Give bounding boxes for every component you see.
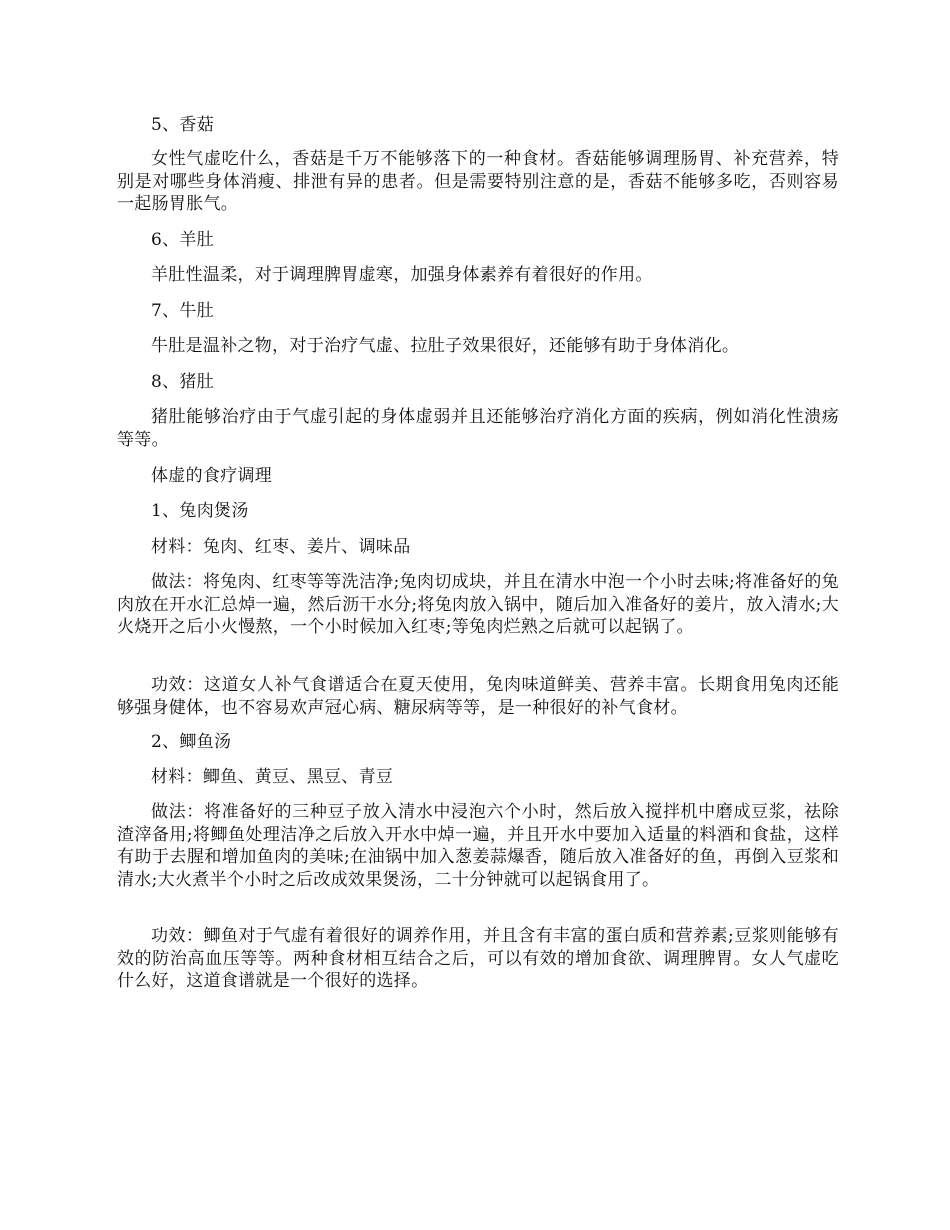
paragraph-jiyu-effect: 功效：鲫鱼对于气虚有着很好的调养作用，并且含有丰富的蛋白质和营养素;豆浆则能够有效的防治高血压等等。两种食材相互结合之后，可以有效的增加食欲、调理脾胃。女人气虚吃什么好，这道食谱就是一个很好的选择。: [117, 926, 839, 991]
heading-xianggu: 5、香菇: [151, 115, 215, 135]
heading-yangdu: 6、羊肚: [151, 230, 215, 250]
heading-turou: 1、兔肉煲汤: [151, 501, 249, 521]
paragraph-turou-effect: 功效：这道女人补气食谱适合在夏天使用，兔肉味道鲜美、营养丰富。长期食用兔肉还能够强身健体，也不容易欢声冠心病、糖尿病等等，是一种很好的补气食材。: [117, 675, 839, 718]
section-heading-tixu: 体虚的食疗调理: [151, 466, 273, 486]
paragraph-zhudu: 猪肚能够治疗由于气虚引起的身体虚弱并且还能够治疗消化方面的疾病，例如消化性溃疡等等。: [117, 407, 839, 450]
paragraph-xianggu: 女性气虚吃什么，香菇是千万不能够落下的一种食材。香菇能够调理肠胃、补充营养，特别是对哪些身体消瘦、排泄有异的患者。但是需要特别注意的是，香菇不能够多吃，否则容易一起肠胃胀气。: [117, 149, 839, 214]
heading-zhudu: 8、猪肚: [151, 372, 215, 392]
paragraph-turou-ingredients: 材料：兔肉、红枣、姜片、调味品: [151, 537, 411, 557]
heading-niudu: 7、牛肚: [151, 301, 215, 321]
paragraph-jiyu-ingredients: 材料：鲫鱼、黄豆、黑豆、青豆: [151, 767, 394, 787]
paragraph-turou-method: 做法：将兔肉、红枣等等洗洁净;兔肉切成块，并且在清水中泡一个小时去味;将准备好的兔肉放在开水汇总焯一遍，然后沥干水分;将兔肉放入锅中，随后加入准备好的姜片，放入清水;大火烧开之后小火慢熬，一个小时候加入红枣;等兔肉烂熟之后就可以起锅了。: [117, 572, 839, 637]
paragraph-yangdu: 羊肚性温柔，对于调理脾胃虚寒，加强身体素养有着很好的作用。: [151, 265, 653, 285]
paragraph-jiyu-method: 做法：将准备好的三种豆子放入清水中浸泡六个小时，然后放入搅拌机中磨成豆浆，祛除渣滓备用;将鲫鱼处理洁净之后放入开水中焯一遍，并且开水中要加入适量的料酒和食盐，这样有助于去腥和增加鱼肉的美味;在油锅中加入葱姜蒜爆香，随后放入准备好的鱼，再倒入豆浆和清水;大火煮半个小时之后改成效果煲汤，二十分钟就可以起锅食用了。: [117, 802, 839, 890]
paragraph-niudu: 牛肚是温补之物，对于治疗气虚、拉肚子效果很好，还能够有助于身体消化。: [151, 336, 740, 356]
heading-jiyu: 2、鲫鱼汤: [151, 732, 232, 752]
